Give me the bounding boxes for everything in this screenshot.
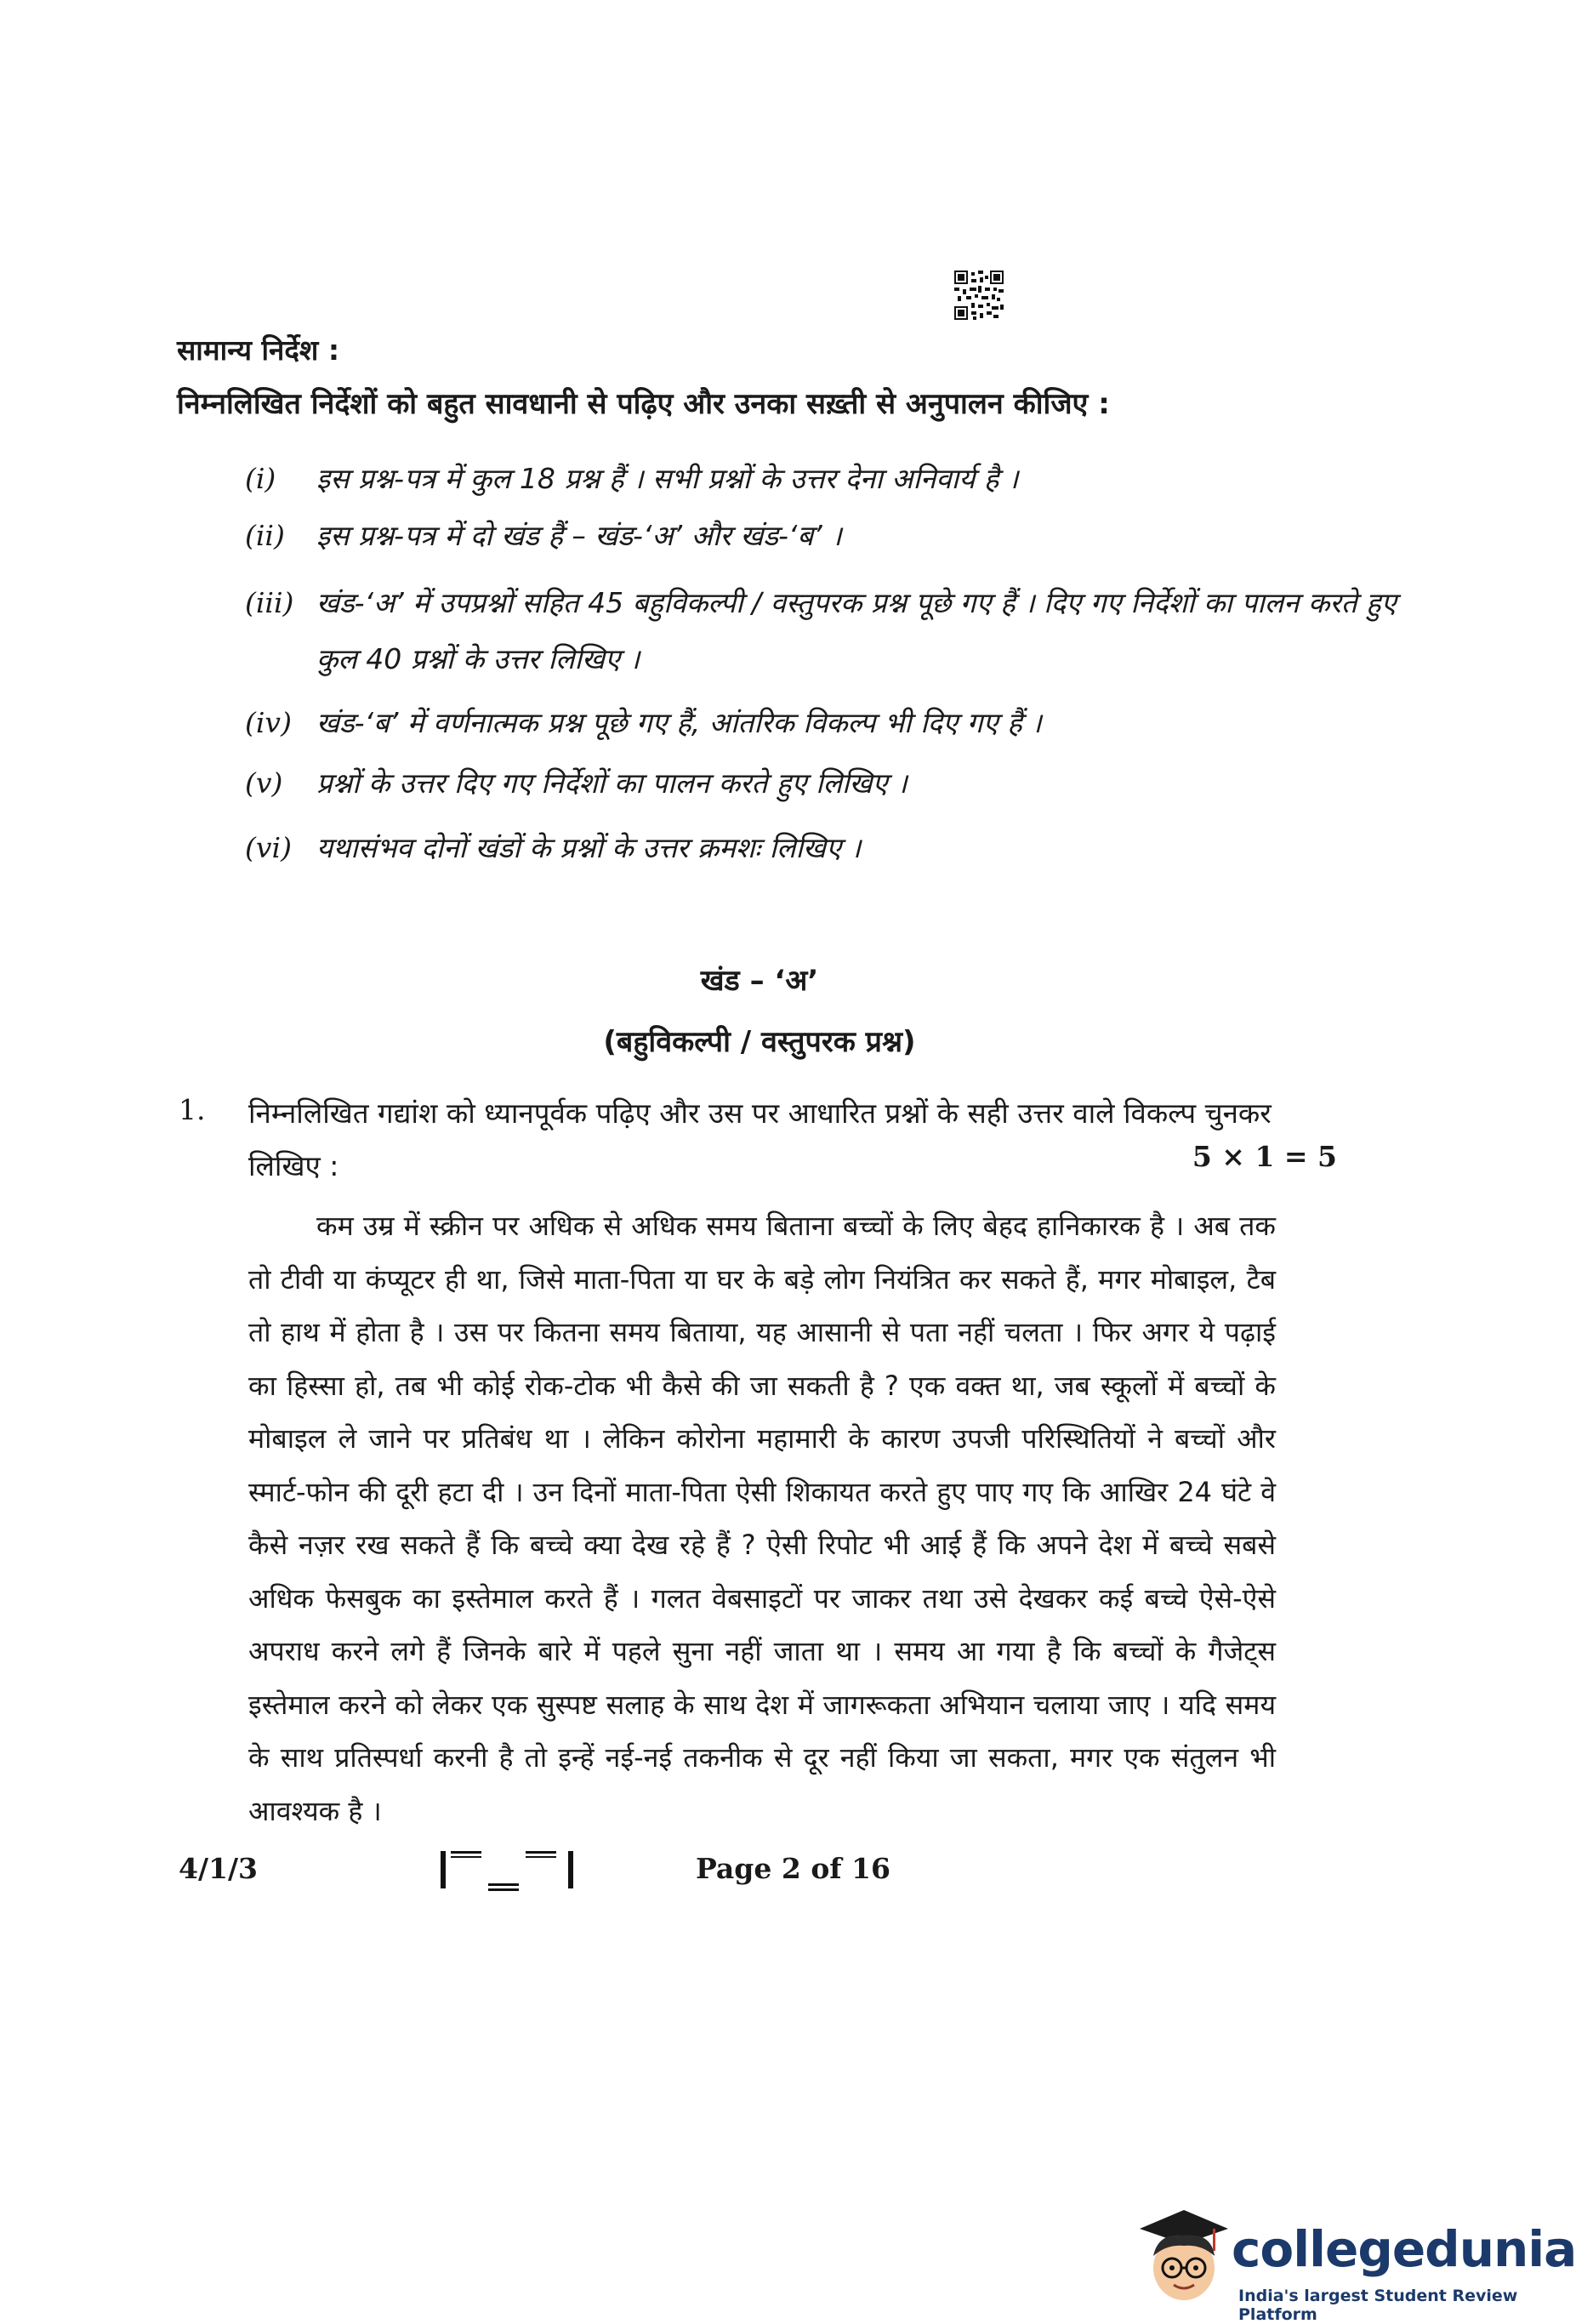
instruction-number: (iii) (245, 586, 294, 619)
question-text: निम्नलिखित गद्यांश को ध्यानपूर्वक पढ़िए और उस पर आधारित प्रश्नों के सही उत्तर वाले विकल्प चुनकर लिखिए : (248, 1096, 1272, 1182)
instruction-text: खंड-‘ब’ में वर्णनात्मक प्रश्न पूछे गए हैं, आंतरिक विकल्प भी दिए गए हैं । (316, 706, 1042, 739)
instruction-number: (i) (245, 462, 276, 495)
instruction-text: इस प्रश्न-पत्र में दो खंड हैं – खंड-‘अ’ और खंड-‘ब’ । (316, 519, 842, 552)
instruction-text: प्रश्नों के उत्तर दिए गए निर्देशों का पालन करते हुए लिखिए । (316, 766, 907, 800)
general-instructions-heading: सामान्य निर्देश : (177, 333, 340, 367)
instruction-text: इस प्रश्न-पत्र में कुल 18 प्रश्न हैं । सभी प्रश्नों के उत्तर देना अनिवार्य है । (316, 462, 1019, 495)
instruction-number: (v) (245, 766, 283, 800)
instruction-item (247, 695, 1352, 751)
instruction-item (247, 451, 1352, 507)
passage-text: कम उम्र में स्क्रीन पर अधिक से अधिक समय बिताना बच्चों के लिए बेहद हानिकारक है । अब तक तो टीवी या कंप्यूटर ही था, जिसे माता-पिता या घर के बड़े लोग नियंत्रित कर सकते हैं, मगर मोबाइल, टैब तो हाथ में होता है । उस पर कितना समय बिताया, यह आसानी से पता नहीं चलता । फिर अगर ये पढ़ाई का हिस्सा हो, तब भी कोई रोक-टोक भी कैसे की जा सकती है ? एक वक्त था, जब स्कूलों में बच्चों के मोबाइल ले जाने पर प्रतिबंध था । लेकिन कोरोना महामारी के कारण उपजी परिस्थितियों ने बच्चों और स्मार्ट-फोन की दूरी हटा दी । उन दिनों माता-पिता ऐसी शिकायत करते हुए पाए गए कि आखिर 24 घंटे वे कैसे नज़र रख सकते हैं कि बच्चे क्या देख रहे हैं ? ऐसी रिपोट भी आई हैं कि अपने देश में बच्चे सबसे अधिक फेसबुक का इस्तेमाल करते हैं । गलत वेबसाइटों पर जाकर तथा उसे देखकर कई बच्चे ऐसे-ऐसे अपराध करने लगे हैं जिनके बारे में पहले सुना नहीं जाता था । समय आ गया है कि बच्चों के गैजेट्स इस्तेमाल करने को लेकर एक सुस्पष्ट सलाह के साथ देश में जागरूकता अभियान चलाया जाए । यदि समय के साथ प्रतिस्पर्धा करनी है तो इन्हें नई-नई तकनीक से दूर नहीं किया जा सकता, मगर एक संतुलन भी आवश्यक है । (248, 1210, 1276, 1827)
barcode-icon (441, 1846, 577, 1894)
page-number: Page 2 of 16 (696, 1852, 890, 1885)
mascot-logo-icon (1133, 2207, 1235, 2309)
instruction-item (247, 755, 1352, 812)
instruction-number: (ii) (245, 519, 285, 552)
question-number: 1. (179, 1093, 206, 1126)
passage (248, 1199, 1276, 1837)
brand-tagline: India's largest Student Review Platform (1238, 2287, 1518, 2324)
question-marks: 5 × 1 = 5 (1192, 1140, 1337, 1173)
qr-code-icon (954, 271, 1004, 320)
instruction-number: (vi) (245, 831, 292, 864)
section-title: खंड – ‘अ’ (700, 964, 819, 998)
paper-code: 4/1/3 (179, 1852, 258, 1885)
instruction-item (247, 508, 1352, 564)
instruction-item (245, 575, 1397, 687)
instruction-item (247, 820, 1352, 876)
general-instructions-subheading: निम्नलिखित निर्देशों को बहुत सावधानी से पढ़िए और उनका सख़्ती से अनुपालन कीजिए : (177, 387, 1110, 421)
instruction-text: यथासंभव दोनों खंडों के प्रश्नों के उत्तर क्रमशः लिखिए । (316, 831, 862, 864)
instruction-text: खंड-‘अ’ में उपप्रश्नों सहित 45 बहुविकल्पी / वस्तुपरक प्रश्न पूछे गए हैं । दिए गए निर्देशों का पालन करते हुए कुल 40 प्रश्नों के उत्तर लिखिए । (316, 586, 1397, 675)
instruction-number: (iv) (245, 706, 292, 739)
brand-name: collegedunia (1232, 2220, 1576, 2278)
section-subtitle: (बहुविकल्पी / वस्तुपरक प्रश्न) (603, 1025, 916, 1059)
